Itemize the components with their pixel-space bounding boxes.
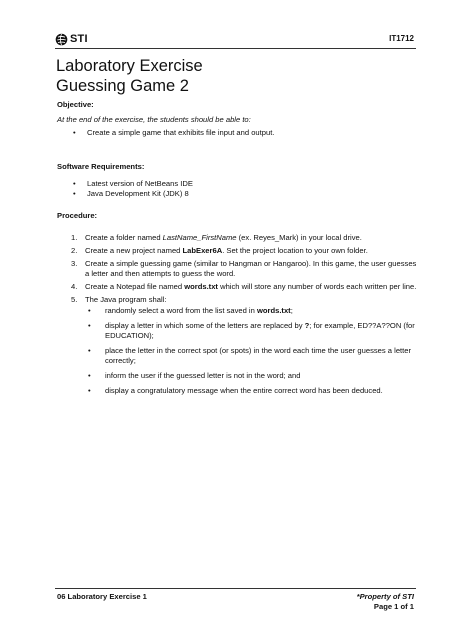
emphasis: words.txt: [256, 306, 291, 315]
objective-heading: Objective:: [57, 100, 94, 109]
procedure-step-2: 2. Create a new project named LabExer6A. Set the project location to your own folder.: [71, 246, 368, 255]
emphasis: ?: [304, 321, 310, 330]
list-item: • Java Development Kit (JDK) 8: [57, 189, 421, 199]
spacer: [57, 150, 421, 162]
procedure-step-1: 1. Create a folder named LastName_FirstName (ex. Reyes_Mark) in your local drive.: [71, 233, 362, 242]
logo-text: STI: [70, 33, 88, 45]
footer-document-name: 06 Laboratory Exercise 1: [57, 592, 147, 601]
sti-logo: [55, 32, 88, 46]
document-body: [57, 100, 421, 401]
page-number: Page 1 of 1: [373, 602, 414, 611]
procedure-step-5: 5. The Java program shall: • randomly select a word from the list saved in words.txt; • display a letter in which some of the letters are replaced by ?; for example, ED??A??ON (for EDUCATION); • place the letter in the correct spot (or spots) in the word each time the user guesses a letter correctly; • inform the user if the guessed letter is not in the word; and • display a congratulatory message when the entire correct word has been deduced.: [57, 295, 421, 396]
list-item: • Create a simple game that exhibits file input and output.: [57, 128, 421, 138]
program-requirements-list: [85, 306, 421, 396]
list-item: • place the letter in the correct spot (or spots) in the word each time the user guesses a letter correctly;: [85, 346, 421, 366]
list-item: • inform the user if the guessed letter is not in the word; and: [85, 371, 421, 381]
list-item: • Latest version of NetBeans IDE: [57, 179, 421, 189]
footer-right: [357, 592, 414, 612]
procedure-step-3: 3. Create a simple guessing game (similar to Hangman or Hangaroo). In this game, the user guesses a letter and then attempts to guess the word.: [71, 259, 417, 278]
title-line-2: Guessing Game 2: [56, 77, 189, 95]
document-code: IT1712: [389, 34, 414, 43]
property-notice: *Property of STI: [356, 592, 414, 601]
step-number: 3.: [71, 259, 78, 268]
step-number: 1.: [71, 233, 78, 242]
title-line-1: Laboratory Exercise: [56, 57, 203, 75]
header-divider: [55, 48, 416, 49]
globe-icon: [55, 33, 68, 46]
objective-intro: At the end of the exercise, the students should be able to:: [57, 115, 251, 124]
step-number: 4.: [71, 282, 78, 291]
software-list: [57, 179, 421, 199]
step-number: 2.: [71, 246, 78, 255]
procedure-heading: Procedure:: [57, 211, 98, 220]
list-item: • randomly select a word from the list saved in words.txt;: [85, 306, 421, 316]
spacer: [57, 199, 421, 211]
emphasis: LastName_FirstName: [162, 233, 237, 242]
spacer: [57, 138, 421, 150]
objective-list: [57, 128, 421, 138]
procedure-list: [57, 233, 421, 396]
step-number: 5.: [71, 295, 78, 304]
page-title: [56, 56, 203, 96]
software-heading: Software Requirements:: [57, 162, 145, 171]
emphasis: words.txt: [184, 282, 218, 291]
emphasis: LabExer6A: [182, 246, 223, 255]
list-item: • display a congratulatory message when the entire correct word has been deduced.: [85, 386, 421, 396]
list-item: • display a letter in which some of the letters are replaced by ?; for example, ED??A??ON (for EDUCATION);: [85, 321, 421, 341]
procedure-step-4: 4. Create a Notepad file named words.txt which will store any number of words each written per line.: [71, 282, 417, 291]
footer-divider: [55, 588, 416, 589]
